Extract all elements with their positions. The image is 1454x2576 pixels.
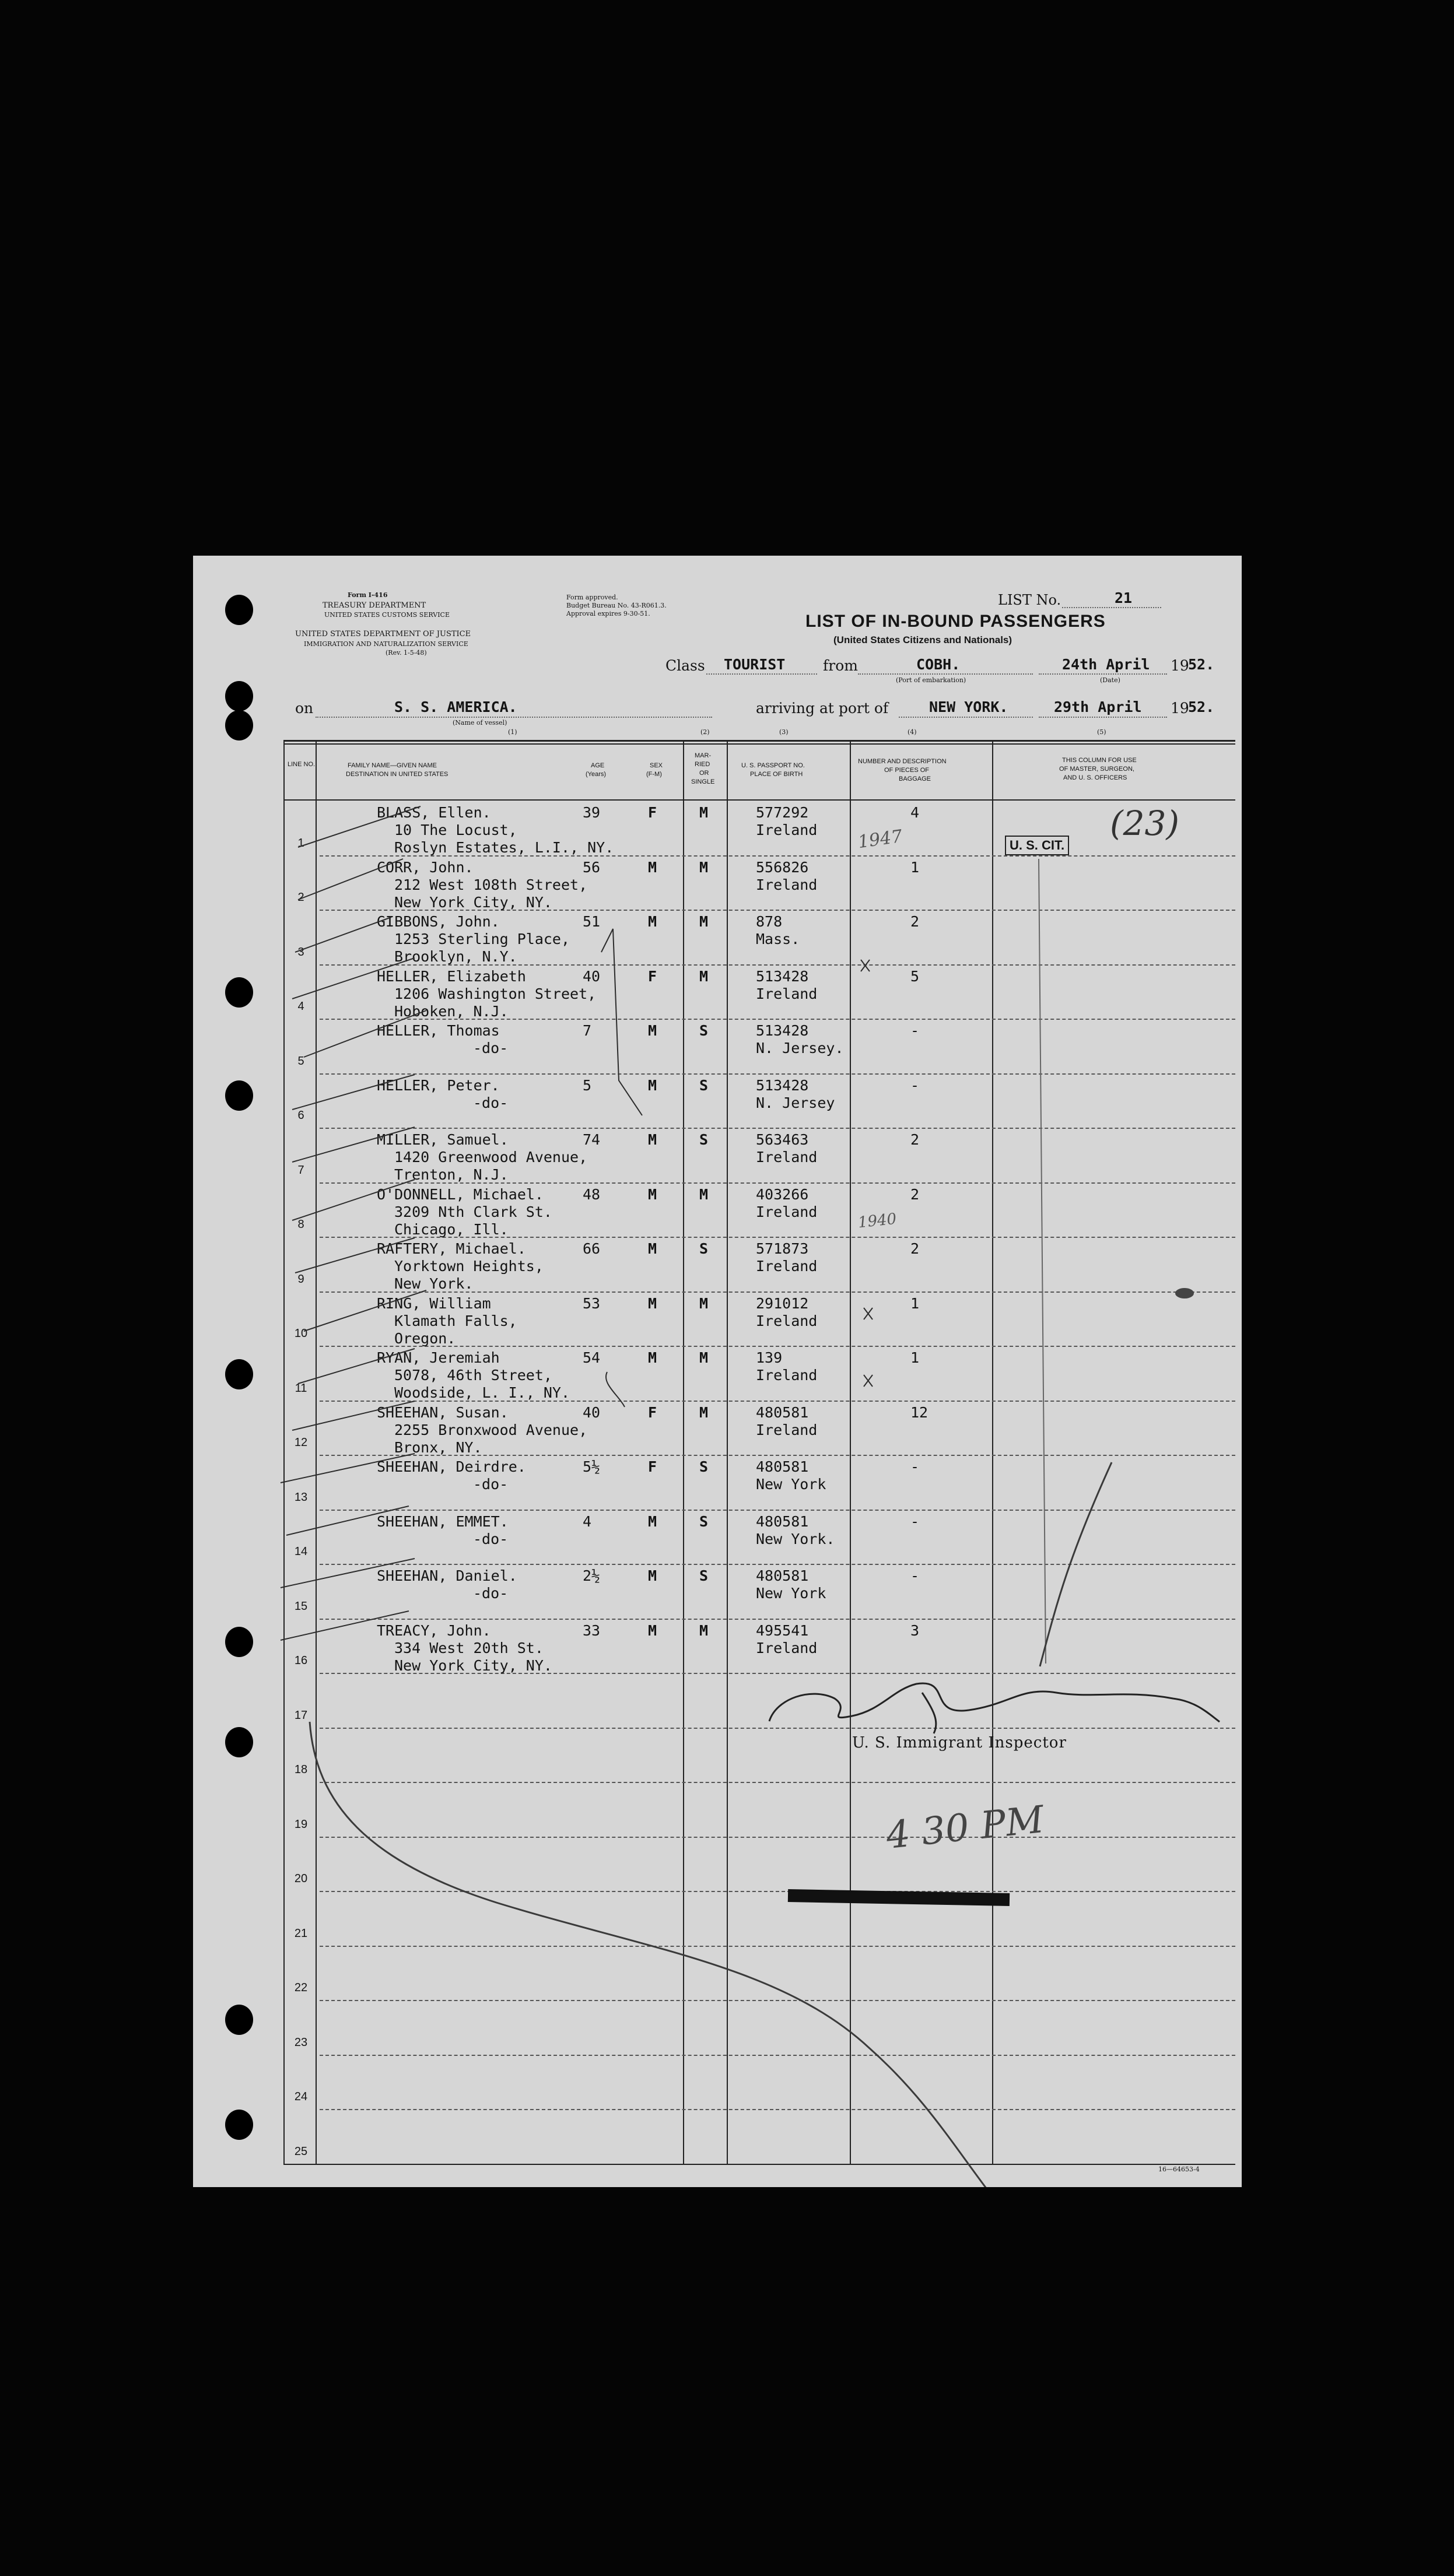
passenger-address: 334 West 20th St. xyxy=(394,1639,544,1656)
passenger-address: Brooklyn, N.Y. xyxy=(394,948,517,965)
line-number: 10 xyxy=(294,1327,308,1340)
form-number: Form I-416 xyxy=(348,591,388,599)
passenger-sex: F xyxy=(648,1458,657,1475)
handwritten-time: 4 30 PM xyxy=(884,1798,1046,1858)
col-no-1: (1) xyxy=(508,728,517,736)
us-citizen-stamp: U. S. CIT. xyxy=(1005,836,1069,855)
line-number: 13 xyxy=(294,1490,308,1504)
birthplace: Ireland xyxy=(756,1312,818,1329)
passenger-age: 74 xyxy=(583,1131,601,1148)
birthplace: N. Jersey. xyxy=(756,1040,844,1057)
baggage-count: 3 xyxy=(910,1622,920,1639)
passenger-address: Oregon. xyxy=(394,1329,456,1347)
line-number: 22 xyxy=(294,1981,308,1994)
row-separator xyxy=(320,2000,1235,2001)
passenger-name: SHEEHAN, EMMET. xyxy=(377,1512,509,1530)
passenger-age: 51 xyxy=(583,913,601,930)
passenger-address: 1206 Washington Street, xyxy=(394,985,597,1002)
passenger-sex: M xyxy=(648,1349,657,1366)
revision: (Rev. 1-5-48) xyxy=(386,649,427,657)
passenger-marital: M xyxy=(699,913,709,930)
passenger-sex: M xyxy=(648,1022,657,1039)
vessel-caption: (Name of vessel) xyxy=(453,719,507,727)
header-birthplace: PLACE OF BIRTH xyxy=(750,771,803,778)
line-number: 14 xyxy=(294,1545,308,1558)
birthplace: Ireland xyxy=(756,1639,818,1656)
passenger-name: SHEEHAN, Susan. xyxy=(377,1403,509,1421)
punch-hole xyxy=(225,710,253,740)
baggage-count: 2 xyxy=(910,913,920,930)
passenger-marital: M xyxy=(699,1349,709,1366)
passenger-address: New York City, NY. xyxy=(394,893,552,911)
arriving-label: arriving at port of xyxy=(756,700,889,717)
passenger-marital: S xyxy=(699,1458,709,1475)
passenger-sex: M xyxy=(648,1240,657,1257)
punch-hole xyxy=(225,2005,253,2035)
passenger-marital: M xyxy=(699,1403,709,1421)
passenger-address: 212 West 108th Street, xyxy=(394,876,588,893)
ins-label: IMMIGRATION AND NATURALIZATION SERVICE xyxy=(304,640,468,648)
vessel-name: S. S. AMERICA. xyxy=(394,699,517,715)
passenger-age: 54 xyxy=(583,1349,601,1366)
arrival-date: 29th April xyxy=(1054,699,1142,715)
page-subtitle: (United States Citizens and Nationals) xyxy=(833,634,1012,645)
passenger-name: BLASS, Ellen. xyxy=(377,804,491,821)
passenger-sex: M xyxy=(648,1622,657,1639)
ink-blot xyxy=(1175,1288,1194,1298)
passport-number: 577292 xyxy=(756,804,809,821)
passport-number: 513428 xyxy=(756,967,809,985)
row-separator xyxy=(320,1346,1235,1347)
passenger-address: -do- xyxy=(473,1530,509,1547)
passport-number: 480581 xyxy=(756,1403,809,1421)
passenger-age: 2½ xyxy=(583,1567,601,1584)
approval-expires: Approval expires 9-30-51. xyxy=(566,610,650,617)
passenger-sex: M xyxy=(648,913,657,930)
line-number: 9 xyxy=(297,1272,304,1286)
birthplace: Ireland xyxy=(756,1421,818,1438)
baggage-count: - xyxy=(910,1022,920,1039)
passenger-name: HELLER, Elizabeth xyxy=(377,967,526,985)
passenger-address: 3209 Nth Clark St. xyxy=(394,1203,552,1220)
header-married-2: RIED xyxy=(695,761,710,768)
baggage-count: - xyxy=(910,1512,920,1530)
passenger-name: RYAN, Jeremiah xyxy=(377,1349,500,1366)
passport-number: 403266 xyxy=(756,1185,809,1203)
passenger-address: 5078, 46th Street, xyxy=(394,1367,552,1384)
customs-service: UNITED STATES CUSTOMS SERVICE xyxy=(324,611,450,619)
embark-date: 24th April xyxy=(1062,656,1150,673)
baggage-count: 2 xyxy=(910,1131,920,1148)
row-separator xyxy=(320,1564,1235,1565)
passenger-address: Roslyn Estates, L.I., NY. xyxy=(394,839,614,856)
birthplace: New York. xyxy=(756,1530,835,1547)
passenger-name: O'DONNELL, Michael. xyxy=(377,1185,544,1203)
row-separator xyxy=(320,1728,1235,1729)
line-number: 6 xyxy=(297,1109,304,1122)
passport-number: 878 xyxy=(756,913,783,930)
baggage-count: 1 xyxy=(910,1349,920,1366)
passenger-age: 33 xyxy=(583,1622,601,1639)
birthplace: N. Jersey xyxy=(756,1094,835,1111)
passport-number: 291012 xyxy=(756,1294,809,1312)
birthplace: Mass. xyxy=(756,931,800,947)
passenger-marital: M xyxy=(699,1622,709,1639)
passenger-age: 66 xyxy=(583,1240,601,1257)
passenger-address: Yorktown Heights, xyxy=(394,1258,544,1275)
birthplace: Ireland xyxy=(756,1149,818,1166)
passenger-name: MILLER, Samuel. xyxy=(377,1131,509,1148)
passenger-age: 7 xyxy=(583,1022,592,1039)
passport-number: 571873 xyxy=(756,1240,809,1257)
passenger-age: 5 xyxy=(583,1076,592,1094)
passenger-marital: M xyxy=(699,804,709,821)
row-separator xyxy=(320,1946,1235,1947)
passenger-sex: M xyxy=(648,1294,657,1312)
row-separator xyxy=(320,1837,1235,1838)
baggage-count: 5 xyxy=(910,967,920,985)
birthplace: New York xyxy=(756,1476,826,1493)
passenger-sex: M xyxy=(648,858,657,876)
passenger-sex: M xyxy=(648,1131,657,1148)
line-number: 3 xyxy=(297,945,304,959)
header-married-1: MAR- xyxy=(695,752,712,759)
budget-bureau: Budget Bureau No. 43-R061.3. xyxy=(566,602,667,609)
date-caption: (Date) xyxy=(1100,676,1120,684)
col-no-3: (3) xyxy=(779,728,789,736)
passport-number: 513428 xyxy=(756,1022,809,1039)
passenger-age: 4 xyxy=(583,1512,592,1530)
passenger-age: 48 xyxy=(583,1185,601,1203)
line-number: 23 xyxy=(294,2035,308,2049)
passenger-address: Bronx, NY. xyxy=(394,1438,482,1456)
header-destination: DESTINATION IN UNITED STATES xyxy=(346,771,449,778)
row-separator xyxy=(320,1619,1235,1620)
inspector-signature xyxy=(769,1683,1220,1722)
header-married-4: SINGLE xyxy=(691,778,715,785)
pencil-vertical-line xyxy=(1039,859,1046,1663)
passenger-count: (23) xyxy=(1110,803,1180,843)
col-no-4: (4) xyxy=(908,728,917,736)
row-separator xyxy=(320,1073,1235,1075)
passenger-marital: S xyxy=(699,1131,709,1148)
passenger-address: 1253 Sterling Place, xyxy=(394,931,570,947)
embark-port: COBH. xyxy=(916,656,961,673)
manifest-page xyxy=(193,556,1242,2187)
passport-number: 563463 xyxy=(756,1131,809,1148)
passenger-address: 10 The Locust, xyxy=(394,822,517,838)
passenger-address: -do- xyxy=(473,1585,509,1602)
passenger-address: 2255 Bronxwood Avenue, xyxy=(394,1421,588,1438)
row-separator xyxy=(320,1510,1235,1511)
line-number: 2 xyxy=(297,891,304,904)
passenger-marital: S xyxy=(699,1567,709,1584)
line-number: 19 xyxy=(294,1817,308,1831)
punch-hole xyxy=(225,1727,253,1757)
line-number: 20 xyxy=(294,1872,308,1885)
year-prefix: 19 xyxy=(1171,657,1189,674)
embark-year: 52. xyxy=(1188,656,1215,673)
passport-number: 495541 xyxy=(756,1622,809,1639)
passport-number: 556826 xyxy=(756,858,809,876)
passenger-sex: F xyxy=(648,1403,657,1421)
punch-hole xyxy=(225,1359,253,1389)
passenger-address: -do- xyxy=(473,1040,509,1057)
passenger-marital: M xyxy=(699,858,709,876)
passenger-age: 53 xyxy=(583,1294,601,1312)
birthplace: Ireland xyxy=(756,822,818,838)
header-baggage-1: NUMBER AND DESCRIPTION xyxy=(858,758,947,765)
punch-hole xyxy=(225,1627,253,1657)
birthplace: Ireland xyxy=(756,876,818,893)
line-number: 12 xyxy=(294,1436,308,1449)
punch-hole xyxy=(225,977,253,1008)
header-passport: U. S. PASSPORT NO. xyxy=(741,762,805,769)
line-number: 11 xyxy=(295,1381,307,1395)
passenger-name: GIBBONS, John. xyxy=(377,913,500,930)
form-code: 16—64653-4 xyxy=(1158,2166,1200,2173)
passenger-address: New York. xyxy=(394,1275,474,1292)
line-number: 5 xyxy=(297,1054,304,1068)
line-number: 17 xyxy=(294,1708,308,1722)
passenger-address: -do- xyxy=(473,1476,509,1493)
inspector-title: U. S. Immigrant Inspector xyxy=(852,1734,1067,1752)
passenger-address: Chicago, Ill. xyxy=(394,1220,509,1238)
line-number: 4 xyxy=(297,1000,304,1013)
year-prefix-2: 19 xyxy=(1171,700,1189,717)
passenger-sex: F xyxy=(648,967,657,985)
baggage-count: 1 xyxy=(910,1294,920,1312)
page-title: LIST OF IN-BOUND PASSENGERS xyxy=(805,612,1106,631)
header-baggage-3: BAGGAGE xyxy=(899,775,931,782)
passenger-marital: M xyxy=(699,967,709,985)
line-number: 8 xyxy=(297,1218,304,1231)
header-baggage-2: OF PIECES OF xyxy=(884,767,930,774)
birthplace: New York xyxy=(756,1585,826,1602)
passenger-name: SHEEHAN, Deirdre. xyxy=(377,1458,526,1475)
passenger-marital: S xyxy=(699,1076,709,1094)
header-age-unit: (Years) xyxy=(586,771,607,778)
baggage-count: 1 xyxy=(910,858,920,876)
line-number: 24 xyxy=(294,2090,308,2103)
passenger-sex: M xyxy=(648,1512,657,1530)
birthplace: Ireland xyxy=(756,1367,818,1384)
arrival-year: 52. xyxy=(1188,699,1215,715)
class-label: Class xyxy=(665,657,705,674)
passport-number: 139 xyxy=(756,1349,783,1366)
passenger-marital: S xyxy=(699,1022,709,1039)
baggage-count: 12 xyxy=(910,1403,929,1421)
passenger-address: New York City, NY. xyxy=(394,1656,552,1674)
passenger-sex: M xyxy=(648,1185,657,1203)
form-approved: Form approved. xyxy=(566,594,618,601)
line-number: 25 xyxy=(294,2145,308,2158)
passport-number: 480581 xyxy=(756,1458,809,1475)
header-age: AGE xyxy=(591,762,605,769)
passenger-address: -do- xyxy=(473,1094,509,1111)
scribbled-out-mark xyxy=(788,1896,1010,1900)
passenger-sex: M xyxy=(648,1567,657,1584)
passenger-age: 40 xyxy=(583,1403,601,1421)
passenger-marital: S xyxy=(699,1240,709,1257)
passport-number: 513428 xyxy=(756,1076,809,1094)
justice-dept: UNITED STATES DEPARTMENT OF JUSTICE xyxy=(295,630,471,638)
passenger-name: RAFTERY, Michael. xyxy=(377,1240,526,1257)
handwritten-year-1947: 1947 xyxy=(856,826,904,853)
birthplace: Ireland xyxy=(756,1203,818,1220)
passenger-marital: S xyxy=(699,1512,709,1530)
passport-number: 480581 xyxy=(756,1512,809,1530)
row-separator xyxy=(320,1891,1235,1892)
baggage-count: 2 xyxy=(910,1185,920,1203)
line-number: 21 xyxy=(294,1926,308,1940)
passenger-name: SHEEHAN, Daniel. xyxy=(377,1567,517,1584)
passenger-address: Hoboken, N.J. xyxy=(394,1002,509,1020)
passenger-address: Trenton, N.J. xyxy=(394,1166,509,1183)
passenger-sex: M xyxy=(648,1076,657,1094)
row-separator xyxy=(320,1782,1235,1783)
birthplace: Ireland xyxy=(756,1258,818,1275)
passenger-age: 39 xyxy=(583,804,601,821)
passenger-age: 40 xyxy=(583,967,601,985)
passenger-sex: F xyxy=(648,804,657,821)
header-officer-1: THIS COLUMN FOR USE xyxy=(1062,757,1137,764)
passenger-name: CORR, John. xyxy=(377,858,474,876)
arrival-port: NEW YORK. xyxy=(929,699,1008,715)
punch-hole xyxy=(225,1080,253,1111)
from-label: from xyxy=(823,657,858,674)
birthplace: Ireland xyxy=(756,985,818,1002)
list-label: LIST No. xyxy=(998,592,1061,608)
passenger-address: Klamath Falls, xyxy=(394,1312,517,1329)
class-value: TOURIST xyxy=(724,656,786,673)
passport-number: 480581 xyxy=(756,1567,809,1584)
passenger-marital: M xyxy=(699,1185,709,1203)
header-sex-unit: (F-M) xyxy=(646,771,662,778)
treasury-dept: TREASURY DEPARTMENT xyxy=(323,601,426,610)
line-number: 16 xyxy=(294,1654,308,1667)
punch-hole xyxy=(225,2110,253,2140)
passenger-name: RING, William xyxy=(377,1294,491,1312)
on-label: on xyxy=(295,700,314,717)
baggage-count: - xyxy=(910,1076,920,1094)
passenger-age: 5½ xyxy=(583,1458,601,1475)
passenger-name: HELLER, Thomas xyxy=(377,1022,500,1039)
header-married-3: OR xyxy=(699,770,709,777)
line-number: 15 xyxy=(294,1599,308,1613)
list-number: 21 xyxy=(1115,589,1133,606)
pencil-cancel-curve xyxy=(310,1722,986,2187)
baggage-count: 2 xyxy=(910,1240,920,1257)
passenger-name: HELLER, Peter. xyxy=(377,1076,500,1094)
passenger-address: Woodside, L. I., NY. xyxy=(394,1384,570,1401)
embark-port-caption: (Port of embarkation) xyxy=(896,676,966,684)
passenger-address: 1420 Greenwood Avenue, xyxy=(394,1149,588,1166)
baggage-count: - xyxy=(910,1567,920,1584)
passenger-name: TREACY, John. xyxy=(377,1622,491,1639)
header-name: FAMILY NAME—GIVEN NAME xyxy=(348,762,437,769)
baggage-count: 4 xyxy=(910,804,920,821)
punch-hole xyxy=(225,681,253,711)
header-officer-2: OF MASTER, SURGEON, xyxy=(1059,766,1134,773)
row-separator xyxy=(320,1128,1235,1129)
punch-hole xyxy=(225,595,253,625)
passenger-age: 56 xyxy=(583,858,601,876)
handwritten-year-1940: 1940 xyxy=(857,1210,898,1232)
header-line-no: LINE NO. xyxy=(288,761,316,768)
row-separator xyxy=(320,2109,1235,2110)
row-separator xyxy=(320,2055,1235,2056)
col-no-5: (5) xyxy=(1097,728,1106,736)
col-no-2: (2) xyxy=(700,728,710,736)
baggage-count: - xyxy=(910,1458,920,1475)
line-number: 1 xyxy=(297,836,304,850)
line-number: 7 xyxy=(297,1163,304,1177)
header-officer-3: AND U. S. OFFICERS xyxy=(1063,774,1127,781)
header-sex: SEX xyxy=(650,762,663,769)
passenger-marital: M xyxy=(699,1294,709,1312)
line-number: 18 xyxy=(294,1763,308,1776)
